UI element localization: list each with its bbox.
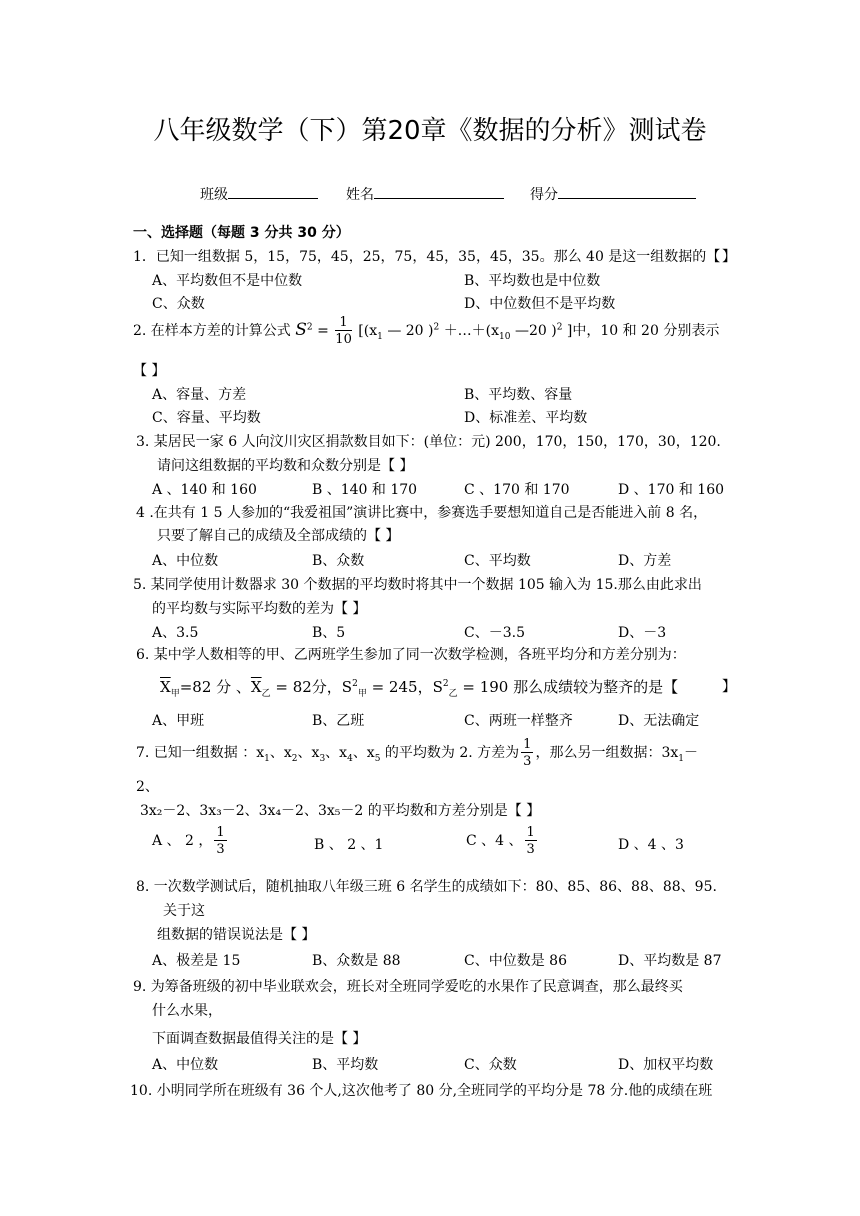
q5-option-c[interactable]: C、－3.5 bbox=[464, 625, 525, 641]
question-8-line2: 关于这 bbox=[163, 903, 205, 919]
q8-option-d[interactable]: D、平均数是 87 bbox=[618, 953, 722, 969]
q3-option-b[interactable]: B 、140 和 170 bbox=[312, 482, 418, 498]
question-7-line2: 2、 bbox=[136, 779, 159, 795]
question-1-bracket: 】 bbox=[722, 249, 736, 265]
question-9-line3: 下面调查数据最值得关注的是【 】 bbox=[152, 1031, 367, 1047]
q3-option-c[interactable]: C 、170 和 170 bbox=[464, 482, 570, 498]
question-1-text: 1．已知一组数据 5，15，75，45，25，75，45，35，45，35。那么 40 是这一组数据的【 bbox=[133, 249, 721, 265]
q7-option-a[interactable]: A 、 2 ， $\frac{1}{3}$ bbox=[152, 825, 225, 857]
question-6-line1: 6. 某中学人数相等的甲、乙两班学生参加了同一次数学检测，各班平均分和方差分别为： bbox=[136, 647, 686, 663]
question-6-bracket: 】 bbox=[722, 679, 736, 695]
question-6-formula: $\overline{X}_甲=82$ 分 、$\overline{X}_乙 = 82$分，$S^2_甲 = 245$，$S^2_乙 = 190$ 那么成绩较为整齐的是【 bbox=[160, 678, 679, 699]
q7-option-c[interactable]: C 、4 、 $\frac{1}{3}$ bbox=[466, 825, 535, 857]
q9-option-d[interactable]: D、加权平均数 bbox=[618, 1057, 714, 1073]
q9-option-a[interactable]: A、中位数 bbox=[152, 1057, 219, 1073]
name-label: 姓名 bbox=[346, 187, 374, 203]
q6-option-b[interactable]: B、乙班 bbox=[312, 713, 365, 729]
q3-option-d[interactable]: D 、170 和 160 bbox=[618, 482, 725, 498]
question-9-line2: 什么水果， bbox=[152, 1003, 222, 1019]
question-9-line1: 9. 为筹备班级的初中毕业联欢会，班长对全班同学爱吃的水果作了民意调查，那么最终买 bbox=[133, 979, 683, 995]
score-label-group bbox=[530, 184, 696, 204]
q7-option-d[interactable]: D 、4 、3 bbox=[618, 837, 684, 853]
question-8-line3: 组数据的错误说法是【 】 bbox=[157, 927, 316, 943]
class-label: 班级 bbox=[200, 187, 228, 203]
score-label: 得分 bbox=[530, 187, 558, 203]
q8-option-a[interactable]: A、极差是 15 bbox=[152, 953, 241, 969]
question-10-line1: 10. 小明同学所在班级有 36 个人,这次他考了 80 分,全班同学的平均分是 78 分.他的成绩在班 bbox=[130, 1083, 713, 1099]
question-8-line1: 8. 一次数学测试后，随机抽取八年级三班 6 名学生的成绩如下：80、85、86、88、88、95. bbox=[136, 879, 717, 895]
fraction-1-over-3: $\frac{1}{3}$ bbox=[523, 737, 532, 769]
fraction-1-over-10: $\frac{1}{10}$ bbox=[335, 315, 352, 347]
question-7-line3: 3x₂－2、3x₃－2、3x₄－2、3x₅－2 的平均数和方差分别是【 】 bbox=[140, 803, 541, 819]
class-blank[interactable] bbox=[228, 184, 318, 199]
q6-option-c[interactable]: C、两班一样整齐 bbox=[464, 713, 573, 729]
class-label-group bbox=[200, 184, 318, 204]
name-label-group bbox=[346, 184, 504, 204]
question-3-line1: 3. 某居民一家 6 人向汶川灾区捐款数目如下：(单位：元) 200，170，150，170，30，120. bbox=[136, 434, 721, 450]
q7-option-b[interactable]: B 、 2 、1 bbox=[314, 837, 384, 853]
q2-option-b[interactable]: B、平均数、容量 bbox=[464, 387, 573, 403]
question-4-line2: 只要了解自己的成绩及全部成绩的【 】 bbox=[157, 528, 400, 544]
q5-option-b[interactable]: B、5 bbox=[312, 625, 346, 641]
name-blank[interactable] bbox=[374, 184, 504, 199]
question-5-line1: 5. 某同学使用计数器求 30 个数据的平均数时将其中一个数据 105 输入为 15.那么由此求出 bbox=[133, 577, 702, 593]
page-title: 八年级数学（下）第20章《数据的分析》测试卷 bbox=[153, 116, 707, 146]
q4-option-d[interactable]: D、方差 bbox=[618, 553, 672, 569]
q4-option-c[interactable]: C、平均数 bbox=[464, 553, 531, 569]
question-7-line1: 7. 已知一组数据 ：$x_1$、$x_2$、$x_3$、$x_4$、$x_5$ 的平均数为 2. 方差为 $\frac{1}{3}$ ，那么另一组数据：$3x_1-$ bbox=[136, 737, 698, 769]
q9-option-c[interactable]: C、众数 bbox=[464, 1057, 517, 1073]
q1-option-a[interactable]: A、平均数但不是中位数 bbox=[152, 273, 303, 289]
section-heading: 一、选择题（每题 3 分共 30 分） bbox=[133, 225, 350, 241]
q4-option-b[interactable]: B、众数 bbox=[312, 553, 365, 569]
q2-option-d[interactable]: D、标准差、平均数 bbox=[464, 410, 588, 426]
question-2-bracket: 【 】 bbox=[133, 363, 166, 379]
q9-option-b[interactable]: B、平均数 bbox=[312, 1057, 379, 1073]
q5-option-a[interactable]: A、3.5 bbox=[152, 625, 199, 641]
q5-option-d[interactable]: D、－3 bbox=[618, 625, 667, 641]
question-3-line2: 请问这组数据的平均数和众数分别是【 】 bbox=[157, 458, 414, 474]
question-2-text: 2. 在样本方差的计算公式 $S^2$ = $\frac{1}{10}$ [($x_1$ — 20 )$^2 +\dots+(x_{10}$ —20 )$^2$ ]中，10 和 20 分别表示 bbox=[133, 315, 720, 347]
q1-option-c[interactable]: C、众数 bbox=[152, 296, 205, 312]
q4-option-a[interactable]: A、中位数 bbox=[152, 553, 219, 569]
q8-option-b[interactable]: B、众数是 88 bbox=[312, 953, 401, 969]
q6-option-d[interactable]: D、无法确定 bbox=[618, 713, 700, 729]
q8-option-c[interactable]: C、中位数是 86 bbox=[464, 953, 567, 969]
q1-option-d[interactable]: D、中位数但不是平均数 bbox=[464, 296, 616, 312]
score-blank[interactable] bbox=[558, 184, 696, 199]
q6-option-a[interactable]: A、甲班 bbox=[152, 713, 205, 729]
q2-option-a[interactable]: A、容量、方差 bbox=[152, 387, 247, 403]
q2-option-c[interactable]: C、容量、平均数 bbox=[152, 410, 261, 426]
q1-option-b[interactable]: B、平均数也是中位数 bbox=[464, 273, 601, 289]
question-5-line2: 的平均数与实际平均数的差为【 】 bbox=[152, 601, 367, 617]
q3-option-a[interactable]: A 、140 和 160 bbox=[152, 482, 257, 498]
question-4-line1: 4 .在共有 1 5 人参加的“我爱祖国”演讲比赛中，参赛选手要想知道自己是否能进入前 8 名， bbox=[136, 505, 708, 521]
